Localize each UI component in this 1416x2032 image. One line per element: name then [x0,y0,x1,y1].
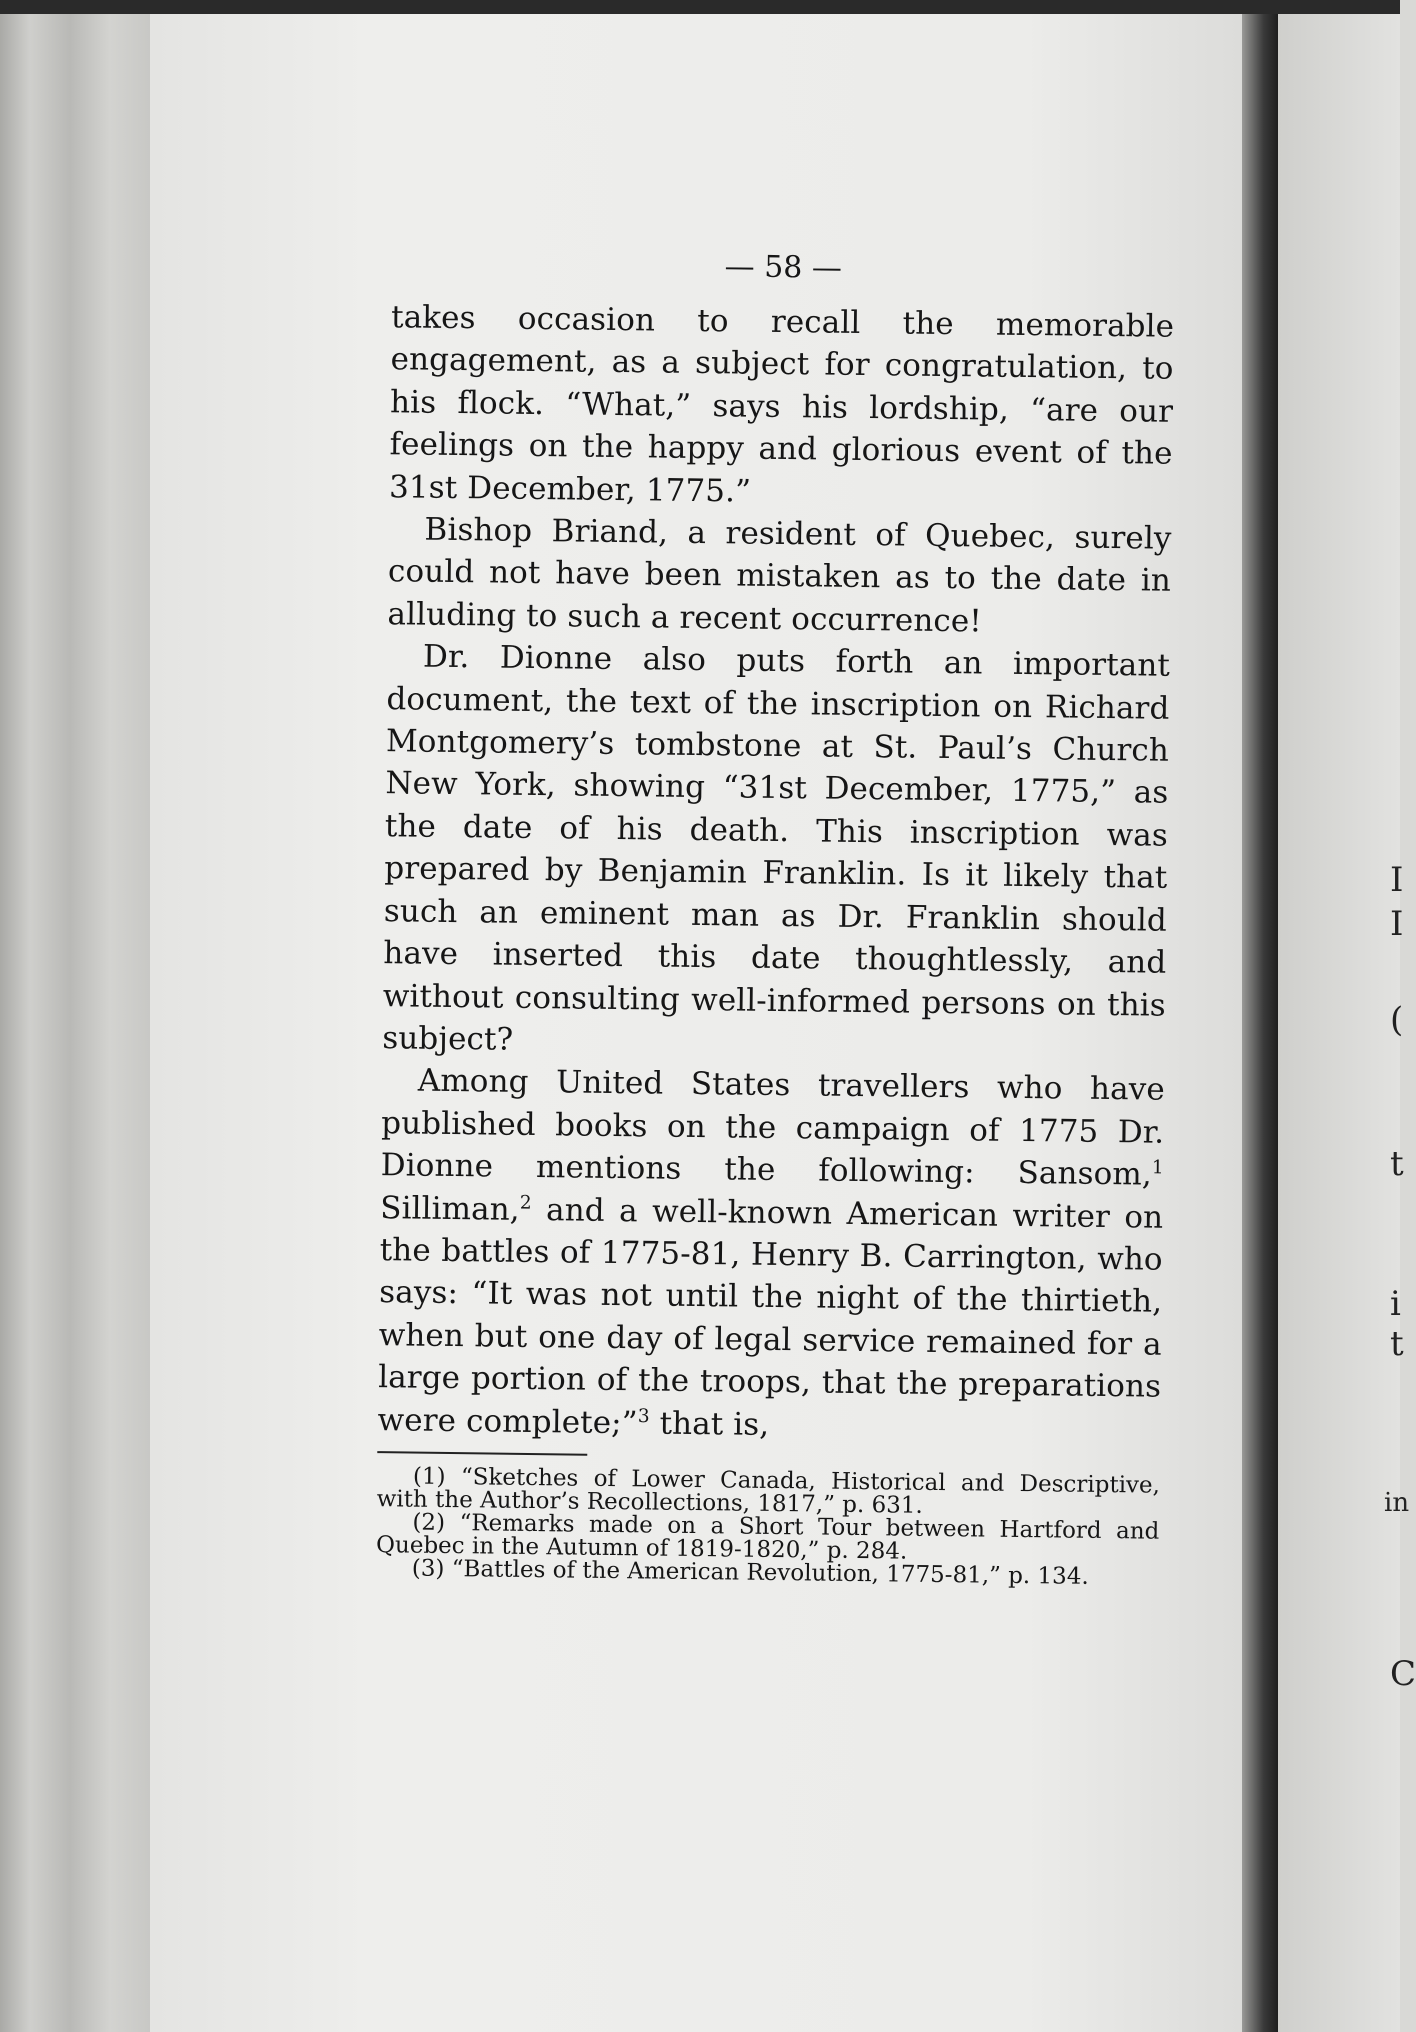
scanner-top-edge [0,0,1400,14]
book-gutter-shadow [1242,14,1278,2032]
book-page-edges [0,14,150,2032]
footnote: (3) “Battles of the American Revolution, 1775-81,” p. 134. [411,1555,1089,1590]
facing-page [1278,14,1416,2032]
facing-page-fragment: t [1390,1144,1404,1184]
body-paragraph: takes occasion to recall the memorable engagement, as a subject for congratulation, to his flock. “What,” says his lordship, “are our feelings on the happy and glorious event of the 31st December, 1775.” [388,299,1175,510]
footnote-reference: 2 [519,1192,532,1214]
facing-page-fragment: I [1390,904,1404,944]
paragraph-text: that is, [649,1405,770,1443]
body-paragraph: Bishop Briand, a resident of Quebec, surely could not have been mistaken as to the date in alluding to such a recent occurrence! [387,511,1172,640]
page-content [376,245,1175,1589]
facing-page-fragment: ( [1390,1000,1404,1040]
body-paragraph: Dr. Dionne also puts forth an important document, the text of the inscription on Richard Montgomery’s tombstone at St. Paul’s Church New York, showing “31st December, 1775,” as the date of his death. This inscription was prepared by Benjamin Franklin. Is it likely that such an eminent man as Dr. Franklin should have inserted this date thoughtlessly, and without consulting well-informed persons on this subject? [382,638,1171,1058]
facing-page-fragment: t [1390,1324,1404,1364]
paragraph-text: Silliman, [380,1189,520,1228]
footnote: (2) “Remarks made on a Short Tour between Hartford and Quebec in the Autumn of 1819-1820,” p. 284. [375,1509,1160,1565]
footnote: (1) “Sketches of Lower Canada, Historical and Descriptive, with the Author’s Recollections, 1817,” p. 631. [376,1463,1161,1519]
page-number: — 58 — [724,249,843,286]
body-paragraph [377,1059,1165,1450]
paragraph-text: and a well-known American writer on the battles of 1775-81, Henry B. Carrington, who says: “It was not until the night of the thirtieth, when but one day of legal service remained for a large portion of the troops, that the preparations were complete;” [377,1191,1164,1441]
footnote-divider [377,1451,587,1456]
facing-page-fragment: in [1384,1488,1410,1518]
facing-page-fragment: C [1390,1654,1416,1694]
facing-page-fragment: I [1390,860,1404,900]
paragraph-text: Among United States travellers who have published books on the campaign of 1775 Dr. Dionne mentions the following: Sansom, [380,1062,1165,1193]
facing-page-fragment: i [1390,1284,1401,1324]
footnote-reference: 3 [637,1405,650,1427]
footnote-reference: 1 [1151,1157,1164,1179]
